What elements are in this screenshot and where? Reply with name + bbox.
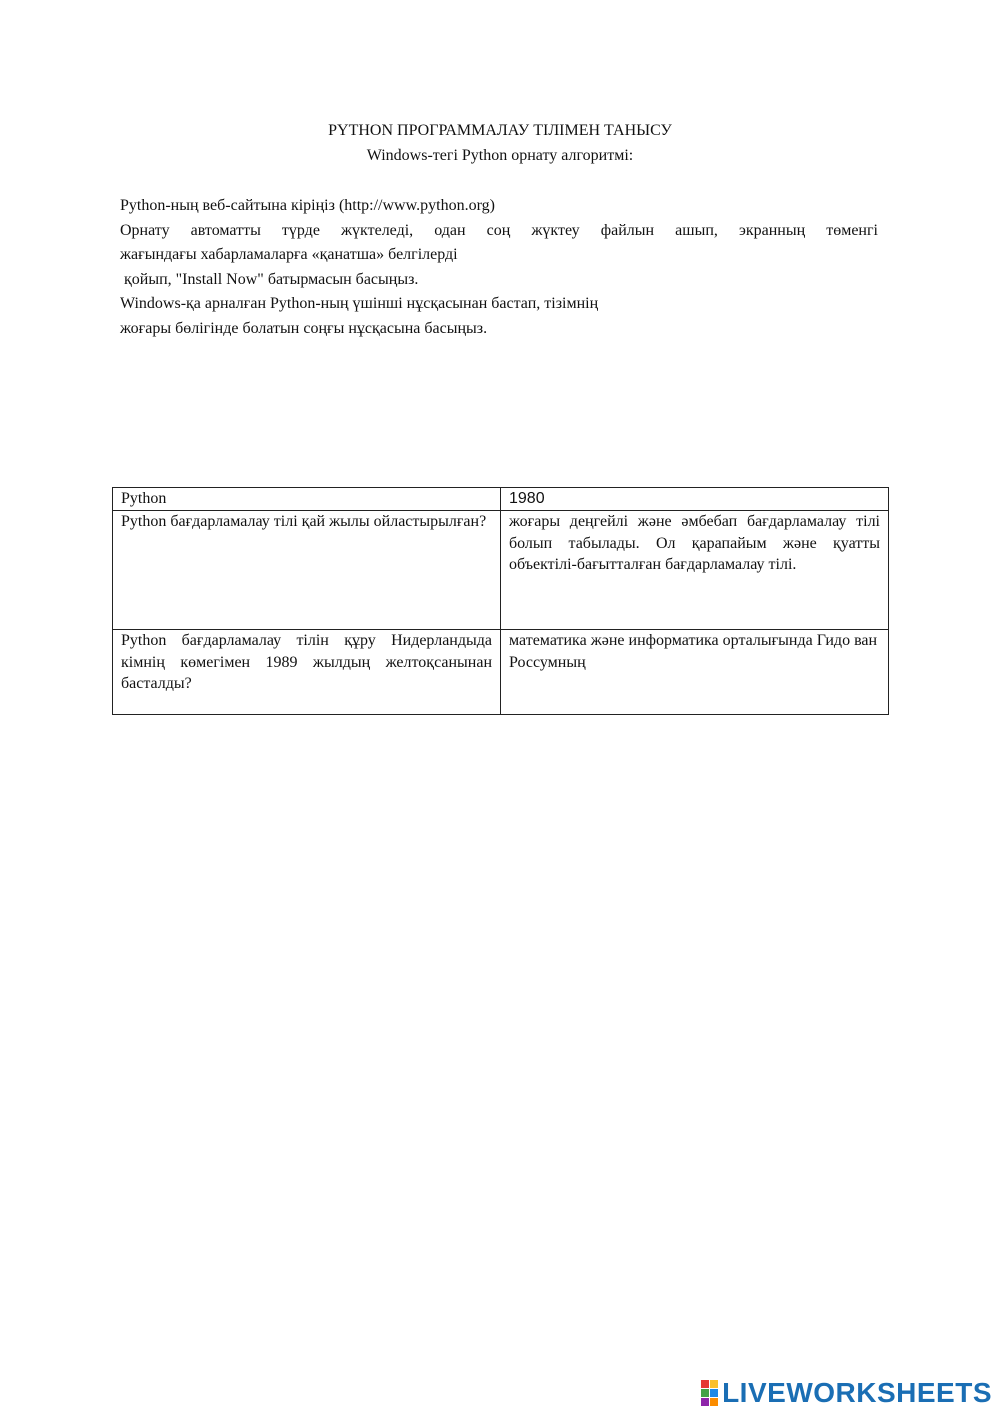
page-title: PYTHON ПРОГРАММАЛАУ ТІЛІМЕН ТАНЫСУ	[328, 122, 672, 139]
liveworksheets-logo	[701, 1377, 992, 1409]
instruction-line-1: Python-ның веб-сайтына кіріңіз (http://www.python.org)	[120, 197, 495, 214]
instruction-line-4: Windows-қа арналған Python-ның үшінші нұсқасынан бастап, тізімнің	[120, 295, 599, 312]
instruction-line-2a: Орнату автоматты түрде жүктеледі, одан соң жүктеу файлын ашып, экранның төменгі	[120, 221, 878, 239]
logo-square-1	[701, 1380, 709, 1388]
instruction-line-3: қойып, "Install Now" батырмасын басыңыз.	[120, 270, 419, 288]
table-row	[113, 511, 889, 630]
brand-name: LIVEWORKSHEETS	[722, 1377, 992, 1408]
table-cell-right: жоғары деңгейлі және әмбебап бағдарламалау тілі болып табылады. Ол қарапайым және қуатты объектілі-бағытталған бағдарламалау тілі.	[501, 511, 889, 630]
table-cell-left: Python бағдарламалау тілін құру Нидерландыда кімнің көмегімен 1989 жылдың желтоқсанынан басталды?	[113, 630, 501, 715]
table-cell-left: Python бағдарламалау тілі қай жылы ойластырылған?	[113, 511, 501, 630]
table-cell-right: математика және информатика орталығында Гидо ван Россумның	[501, 630, 889, 715]
logo-square-2	[710, 1380, 718, 1388]
instruction-line-2b: жағындағы хабарламаларға «қанатша» белгілерді	[120, 246, 458, 263]
logo-square-5	[701, 1398, 709, 1406]
table-cell-left: Python	[113, 488, 501, 511]
matching-table	[112, 487, 889, 715]
logo-square-6	[710, 1398, 718, 1406]
instruction-line-5: жоғары бөлігінде болатын соңғы нұсқасына басыңыз.	[120, 319, 488, 337]
logo-square-4	[710, 1389, 718, 1397]
answer-field[interactable]: 1980	[501, 488, 889, 511]
instructions-block	[120, 194, 878, 341]
page-subtitle: Windows-тегі Python орнату алгоритмі:	[366, 147, 634, 164]
table-row	[113, 630, 889, 715]
logo-square-3	[701, 1389, 709, 1397]
brand-logo-icon	[701, 1380, 718, 1406]
table-row	[113, 488, 889, 511]
